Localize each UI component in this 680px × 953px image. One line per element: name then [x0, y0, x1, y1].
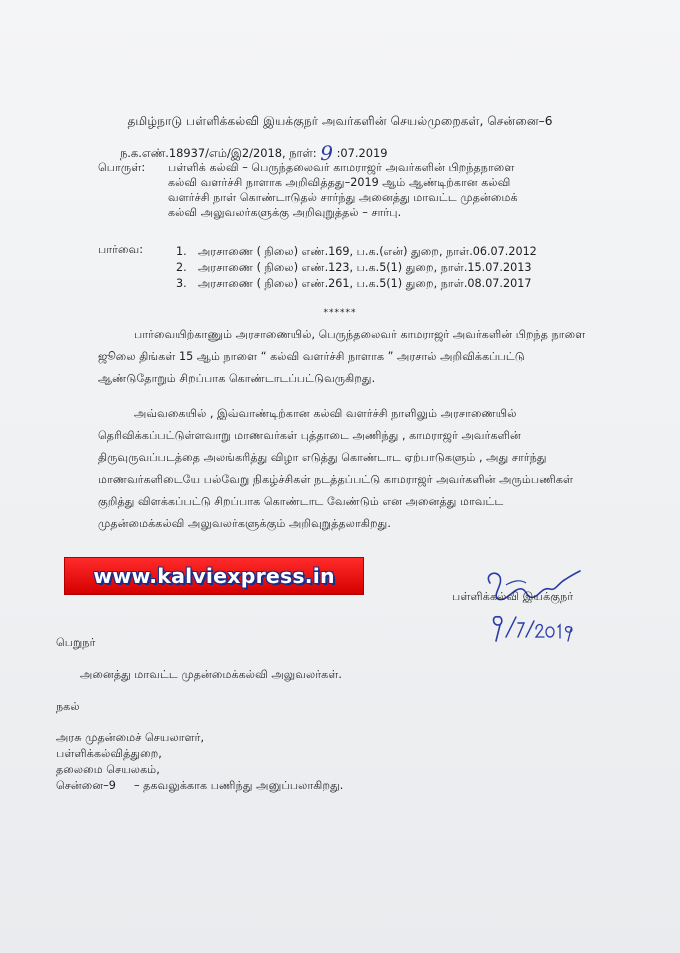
reference-item-number: 1.	[176, 245, 187, 258]
separator-stars: ******	[323, 308, 357, 318]
subject-line: பள்ளிக் கல்வி – பெருந்தலைவர் காமராஜர் அவர்களின் பிறந்தநாளை	[168, 161, 515, 174]
paragraph-line: ஜூலை திங்கள் 15 ஆம் நாளை “ கல்வி வளர்ச்சி நாளாக ” அரசால் அறிவிக்கப்பட்டு	[98, 350, 525, 363]
paragraph-line: திருவுருவப்படத்தை அலங்கரித்து விழா எடுத்து கொண்டாட ஏற்பாடுகளும் , அது சார்ந்து	[98, 451, 547, 464]
subject-line: கல்வி அலுவலர்களுக்கு அறிவுறுத்தல் – சார்பு.	[168, 206, 402, 219]
watermark-banner	[64, 557, 364, 595]
watermark-text: www.kalviexpress.in	[93, 564, 335, 588]
signature	[476, 565, 586, 655]
body-paragraph-2	[98, 403, 586, 535]
copy-line: பள்ளிக்கல்வித்துறை,	[56, 747, 162, 760]
paragraph-line: பார்வையிற்காணும் அரசாணையில், பெருந்தலைவர் காமராஜர் அவர்களின் பிறந்த நாளை	[134, 328, 586, 341]
reference-item: அரசாணை ( நிலை) எண்.123, ப.க.5(1) துறை, நாள்.15.07.2013	[198, 261, 532, 274]
subject-label: பொருள்:	[98, 161, 146, 174]
reference-item: அரசாணை ( நிலை) எண்.261, ப.க.5(1) துறை, நாள்.08.07.2017	[198, 277, 532, 290]
copy-label: நகல்	[56, 700, 80, 713]
reference-date: :07.2019	[336, 146, 388, 160]
subject-line: வளர்ச்சி நாள் கொண்டாடுதல் சார்ந்து அனைத்து மாவட்ட முதன்மைக்	[168, 191, 518, 204]
reference-item-number: 2.	[176, 261, 187, 274]
body-paragraph-1	[98, 324, 586, 390]
paragraph-line: ஆண்டுதோறும் சிறப்பாக கொண்டாடப்பட்டுவருகிறது.	[98, 372, 376, 385]
copy-line: சென்னை–9	[56, 779, 116, 792]
reference-item: அரசாணை ( நிலை) எண்.169, ப.க.(என்) துறை, நாள்.06.07.2012	[198, 245, 537, 258]
handwritten-day: 9	[320, 141, 333, 165]
recipients-text: அனைத்து மாவட்ட முதன்மைக்கல்வி அலுவலர்கள்.	[80, 668, 342, 681]
paragraph-line: மாணவர்களிடையே பல்வேறு நிகழ்ச்சிகள் நடத்தப்பட்டு காமராஜர் அவர்களின் அரும்பணிகள்	[98, 473, 574, 486]
document-title: தமிழ்நாடு பள்ளிக்கல்வி இயக்குநர் அவர்களின் செயல்முறைகள், சென்னை–6	[127, 114, 553, 128]
paragraph-line: தெரிவிக்கப்பட்டுள்ளவாறு மாணவர்கள் புத்தாடை அணிந்து , காமராஜர் அவர்களின்	[98, 429, 521, 442]
reference-number-line	[120, 138, 388, 165]
signatory-designation: பள்ளிக்கல்வி இயக்குநர்	[452, 590, 574, 603]
reference-label: பார்வை:	[98, 243, 144, 256]
copy-note: – தகவலுக்காக பணிந்து அனுப்பலாகிறது.	[134, 779, 344, 792]
copy-line: அரசு முதன்மைச் செயலாளர்,	[56, 731, 205, 744]
paragraph-line: முதன்மைக்கல்வி அலுவலர்களுக்கும் அறிவுறுத்தலாகிறது.	[98, 517, 391, 530]
signature-scribble	[476, 565, 586, 655]
reference-item-number: 3.	[176, 277, 187, 290]
paragraph-line: குறித்து விளக்கப்பட்டு சிறப்பாக கொண்டாட வேண்டும் என அனைத்து மாவட்ட	[98, 495, 504, 508]
recipients-label: பெறுநர்	[56, 636, 96, 649]
subject-line: கல்வி வளர்ச்சி நாளாக அறிவித்தது–2019 ஆம் ஆண்டிற்கான கல்வி	[168, 176, 511, 189]
copy-line: தலைமை செயலகம்,	[56, 763, 160, 776]
paragraph-line: அவ்வகையில் , இவ்வாண்டிற்கான கல்வி வளர்ச்சி நாளிலும் அரசாணையில்	[134, 407, 517, 420]
reference-number: ந.க.எண்.18937/எம்/இ2/2018, நாள்:	[120, 146, 317, 160]
